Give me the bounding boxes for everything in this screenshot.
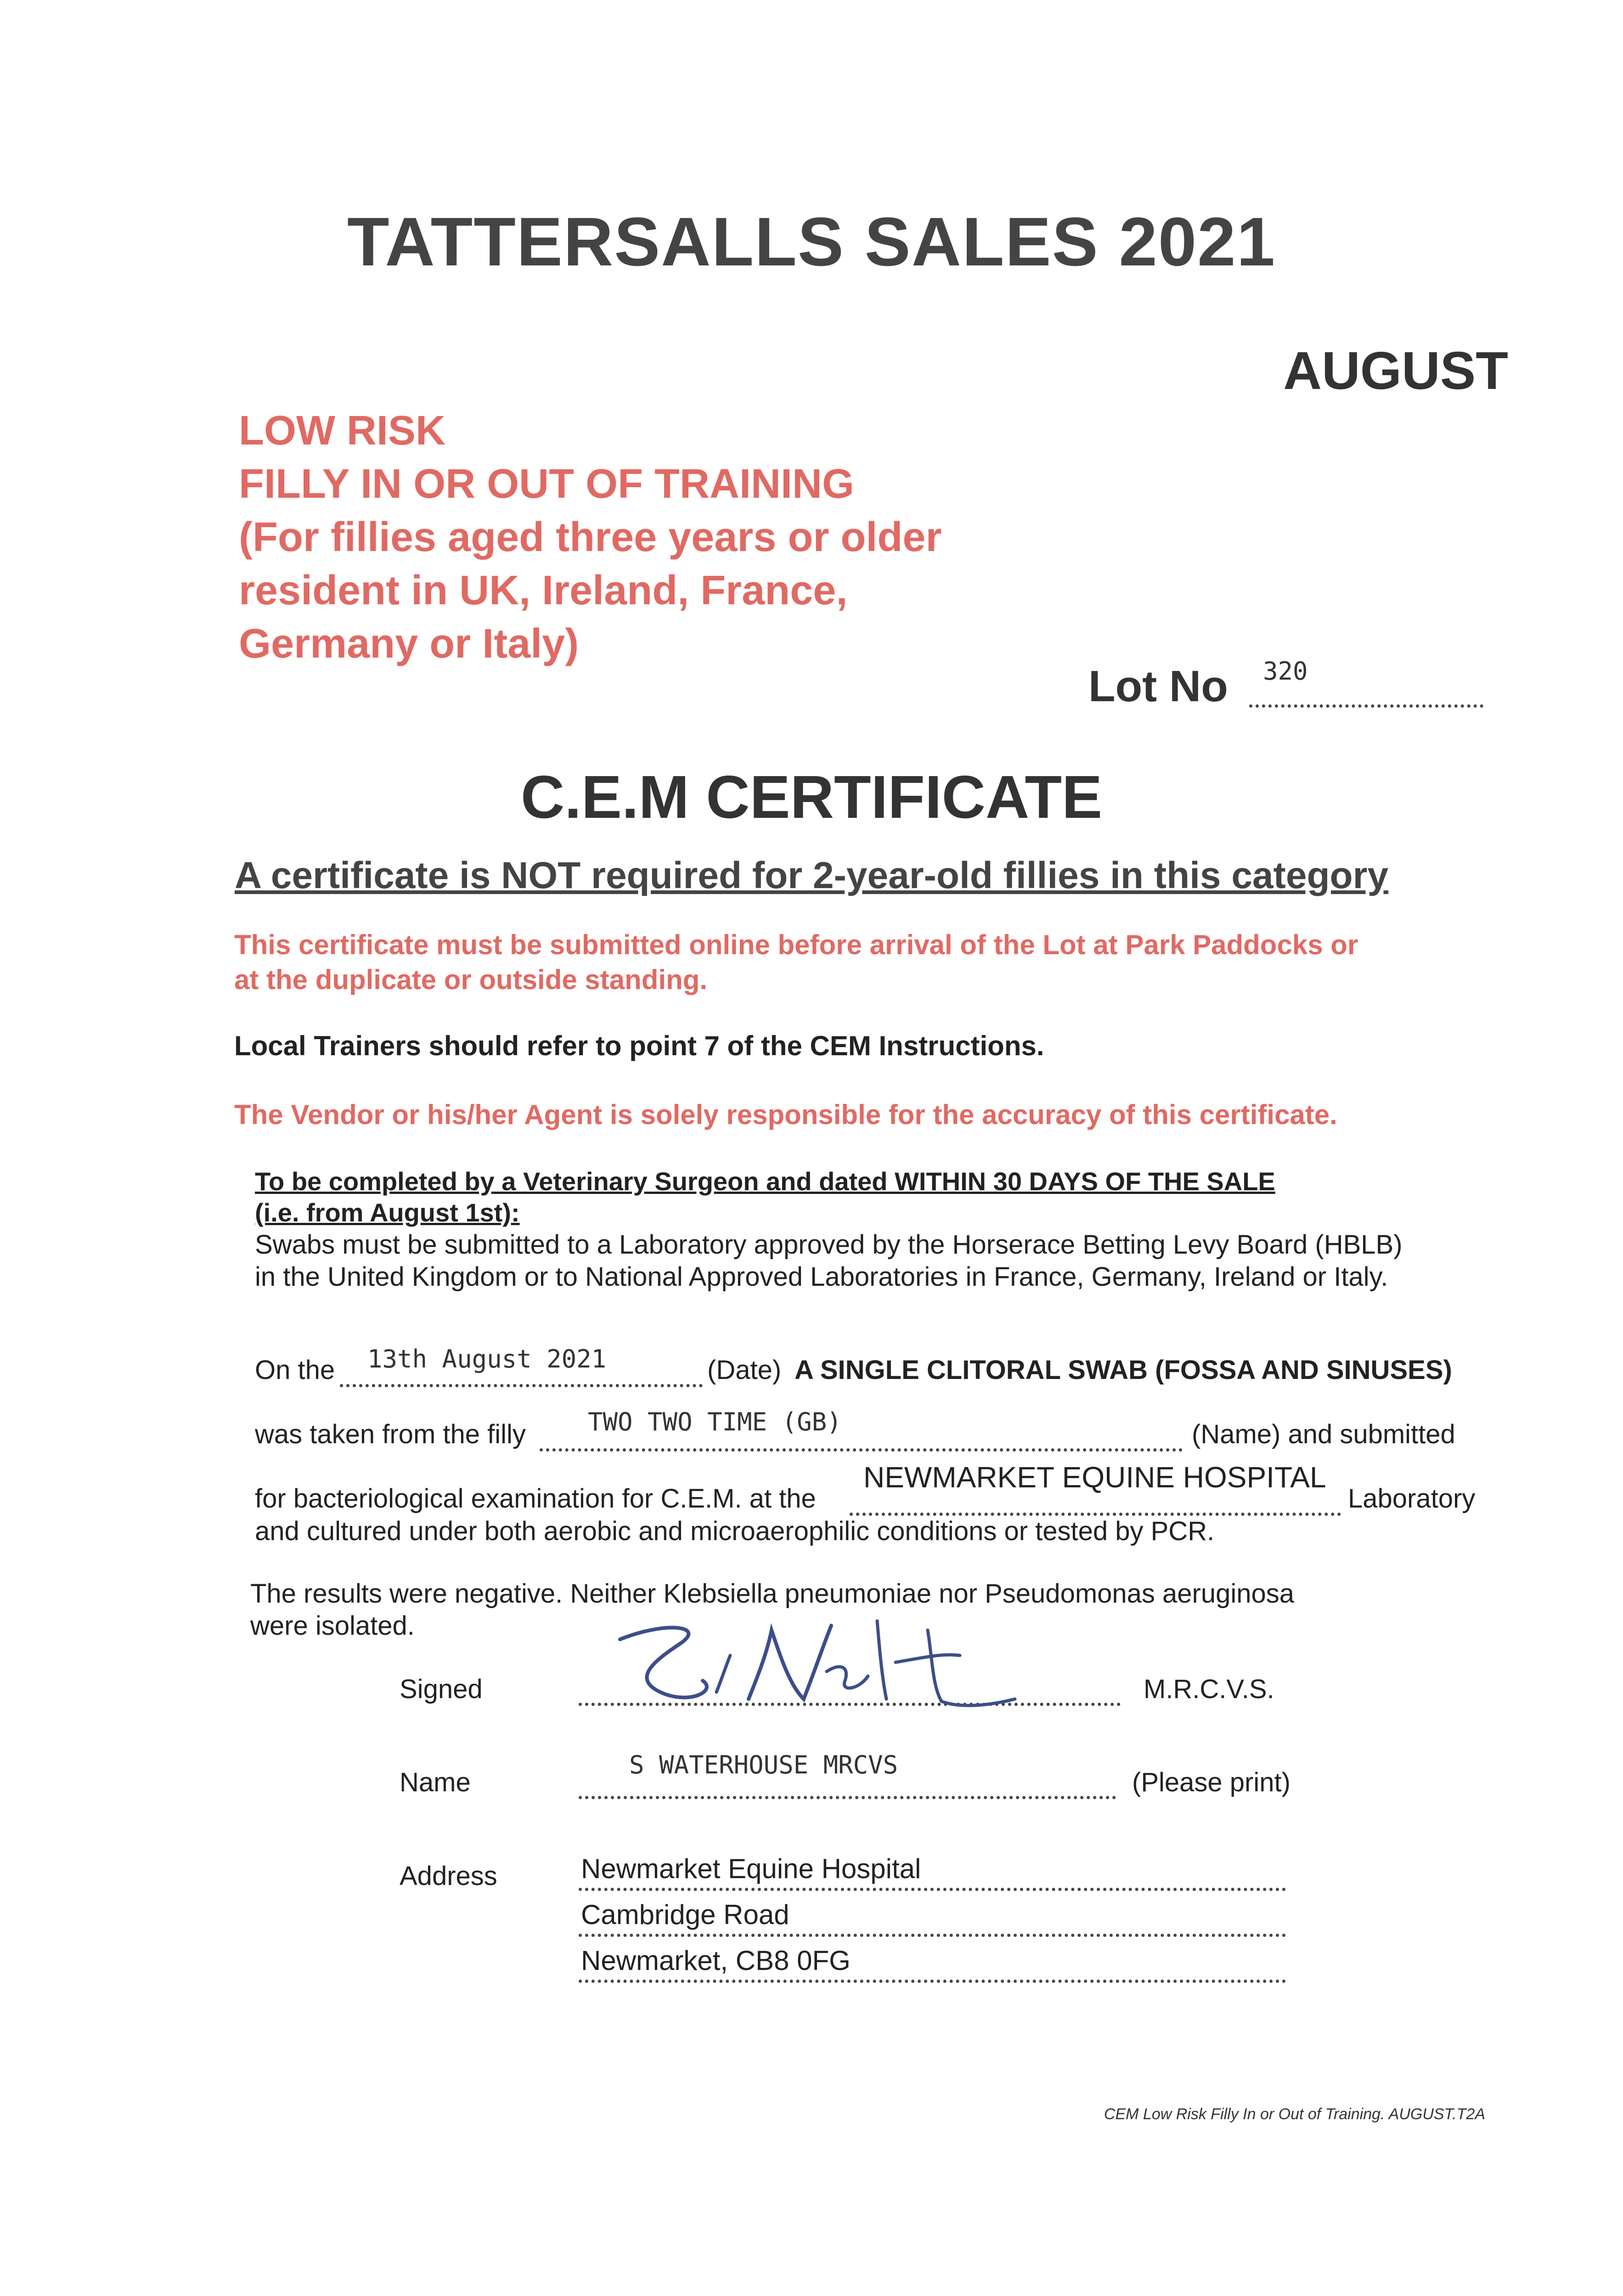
certificate-title: C.E.M CERTIFICATE (520, 763, 1103, 831)
address-label: Address (400, 1861, 497, 1891)
category-line-1: LOW RISK (239, 408, 445, 454)
vet-name: S WATERHOUSE MRCVS (629, 1750, 898, 1779)
name-dots (579, 1796, 1116, 1799)
print-suffix: (Please print) (1132, 1767, 1291, 1797)
address-line-1: Newmarket Equine Hospital (581, 1853, 921, 1884)
instructions-line-2: (i.e. from August 1st): (255, 1198, 520, 1227)
filly-dots (540, 1448, 1183, 1452)
date-value: 13th August 2021 (367, 1345, 607, 1373)
filly-name: TWO TWO TIME (GB) (588, 1407, 842, 1436)
submit-notice-line-1: This certificate must be submitted online before arrival of the Lot at Park Paddocks or (234, 929, 1358, 960)
lot-dots (1249, 704, 1483, 708)
results-line-1: The results were negative. Neither Klebsiella pneumoniae nor Pseudomonas aeruginosa (250, 1579, 1295, 1609)
swab-text: A SINGLE CLITORAL SWAB (FOSSA AND SINUSES) (795, 1355, 1452, 1385)
lab-suffix: Laboratory (1348, 1484, 1476, 1514)
address-line-2: Cambridge Road (581, 1899, 789, 1930)
exam-prefix: for bacteriological examination for C.E.M. at the (255, 1484, 816, 1514)
lot-number: 320 (1263, 657, 1308, 686)
lab-name: NEWMARKET EQUINE HOSPITAL (863, 1461, 1326, 1494)
submit-notice-line-2: at the duplicate or outside standing. (234, 964, 708, 995)
date-suffix: (Date) (707, 1355, 782, 1385)
category-line-4: resident in UK, Ireland, France, (239, 568, 848, 613)
signed-suffix: M.R.C.V.S. (1144, 1674, 1274, 1704)
address-dots-2 (579, 1934, 1286, 1937)
footer-reference: CEM Low Risk Filly In or Out of Training. AUGUST.T2A (1104, 2105, 1485, 2123)
on-the-label: On the (255, 1355, 335, 1385)
category-line-2: FILLY IN OR OUT OF TRAINING (239, 461, 855, 507)
local-trainers-notice: Local Trainers should refer to point 7 of the CEM Instructions. (234, 1030, 1044, 1061)
sale-month: AUGUST (1283, 341, 1508, 400)
not-required-notice: A certificate is NOT required for 2-year-old fillies in this category (234, 855, 1389, 896)
address-dots-1 (579, 1888, 1286, 1891)
signature-image (611, 1612, 1024, 1717)
category-line-3: (For fillies aged three years or older (239, 514, 942, 560)
results-line-2: were isolated. (250, 1611, 415, 1641)
page-title: TATTERSALLS SALES 2021 (347, 203, 1276, 280)
name-suffix: (Name) and submitted (1192, 1419, 1455, 1449)
signed-label: Signed (400, 1674, 483, 1704)
name-label: Name (400, 1767, 471, 1797)
taken-from-label: was taken from the filly (255, 1419, 526, 1449)
cultured-text: and cultured under both aerobic and microaerophilic conditions or tested by PCR. (255, 1516, 1215, 1546)
instructions-line-3: Swabs must be submitted to a Laboratory approved by the Horserace Betting Levy Board (HBLB) (255, 1230, 1403, 1260)
address-line-3: Newmarket, CB8 0FG (581, 1945, 851, 1976)
lot-label: Lot No (1088, 662, 1228, 711)
instructions-line-1: To be completed by a Veterinary Surgeon and dated WITHIN 30 DAYS OF THE SALE (255, 1167, 1275, 1196)
date-dots (340, 1384, 703, 1387)
instructions-line-4: in the United Kingdom or to National Approved Laboratories in France, Germany, Ireland or Italy. (255, 1262, 1388, 1292)
vendor-notice: The Vendor or his/her Agent is solely responsible for the accuracy of this certificate. (234, 1099, 1337, 1130)
address-dots-3 (579, 1980, 1286, 1983)
category-line-5: Germany or Italy) (239, 621, 579, 667)
